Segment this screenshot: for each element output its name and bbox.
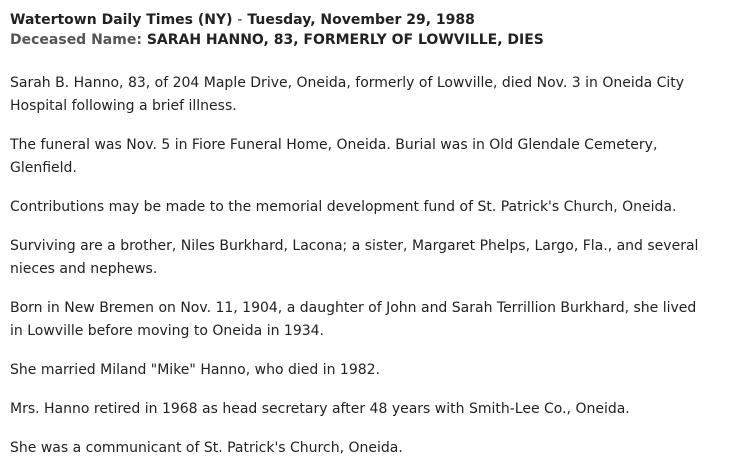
deceased-title: SARAH HANNO, 83, FORMERLY OF LOWVILLE, DIES [146,32,544,48]
deceased-line [10,30,729,50]
paragraph: She was a communicant of St. Patrick's Church, Oneida. [10,440,403,456]
header-separator: - [237,12,243,28]
publication-line [10,10,729,30]
paragraph: Mrs. Hanno retired in 1968 as head secretary after 48 years with Smith-Lee Co., Oneida. [10,401,630,417]
paragraph: Surviving are a brother, Niles Burkhard, Lacona; a sister, Margaret Phelps, Largo, Fla., and several nieces and nephews. [10,238,699,277]
paragraph: Born in New Bremen on Nov. 11, 1904, a daughter of John and Sarah Terrillion Burkhard, she lived in Lowville before moving to Oneida in 1934. [10,300,697,339]
paragraph: Sarah B. Hanno, 83, of 204 Maple Drive, Oneida, formerly of Lowville, died Nov. 3 in Oneida City Hospital following a brief illness. [10,75,685,114]
paragraph: She married Miland "Mike" Hanno, who died in 1982. [10,362,380,378]
obituary-body [10,72,710,460]
publication-date: Tuesday, November 29, 1988 [247,12,475,28]
publication-name: Watertown Daily Times (NY) [10,12,233,28]
paragraph: Contributions may be made to the memorial development fund of St. Patrick's Church, Oneida. [10,199,677,215]
paragraph: The funeral was Nov. 5 in Fiore Funeral Home, Oneida. Burial was in Old Glendale Cemetery, Glenfield. [10,137,658,176]
deceased-label: Deceased Name: [10,32,142,48]
